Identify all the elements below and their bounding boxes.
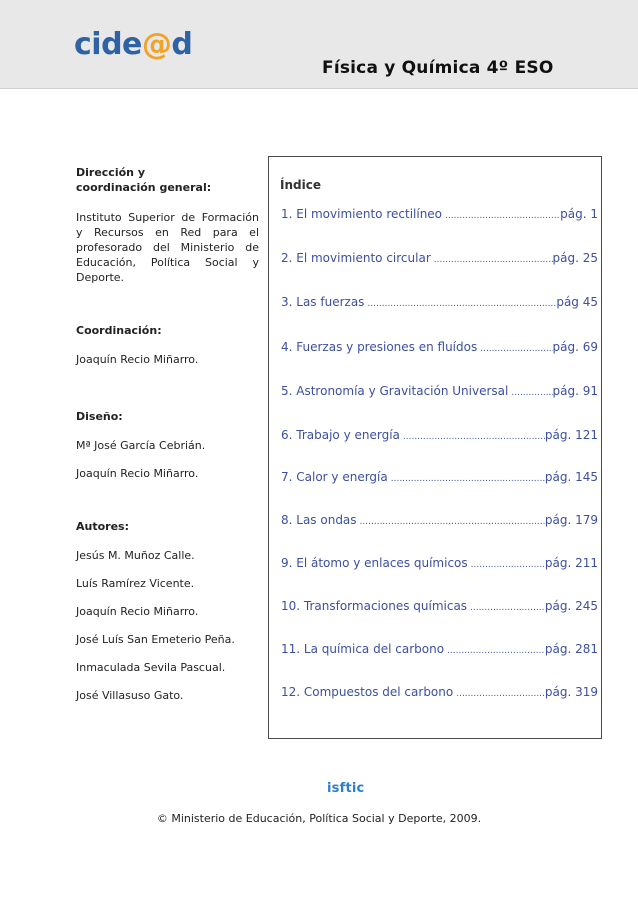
diseno-name: Mª José García Cebrián. bbox=[76, 439, 206, 452]
autor-name: Jesús M. Muñoz Calle. bbox=[76, 549, 195, 562]
toc-item[interactable]: 2. El movimiento circular ..... pág. 25 bbox=[281, 251, 598, 265]
toc-item[interactable]: 6. Trabajo y energía ..... pág. 121 bbox=[281, 428, 598, 442]
direccion-heading: Dirección y coordinación general: bbox=[76, 166, 212, 194]
toc-item[interactable]: 7. Calor y energía ..... pág. 145 bbox=[281, 470, 598, 484]
diseno-heading: Diseño: bbox=[76, 410, 123, 423]
toc-item[interactable]: 1. El movimiento rectilíneo ..... pág. 1 bbox=[281, 207, 598, 221]
toc-item[interactable]: 8. Las ondas ..... pág. 179 bbox=[281, 513, 598, 527]
autor-name: Inmaculada Sevila Pascual. bbox=[76, 661, 226, 674]
cidead-logo: cide@d bbox=[74, 27, 193, 62]
toc-item[interactable]: 10. Transformaciones químicas ..... pág. 245 bbox=[281, 599, 598, 613]
toc-item[interactable]: 11. La química del carbono ..... pág. 281 bbox=[281, 642, 598, 656]
toc-item[interactable]: 4. Fuerzas y presiones en fluídos ..... pág. 69 bbox=[281, 340, 598, 354]
toc-item[interactable]: 5. Astronomía y Gravitación Universal ..... pág. 91 bbox=[281, 384, 598, 398]
credits-column bbox=[76, 165, 259, 703]
at-logo-icon: @ bbox=[141, 27, 172, 62]
toc-item[interactable]: 9. El átomo y enlaces químicos ..... pág. 211 bbox=[281, 556, 598, 570]
autor-name: José Luís San Emeterio Peña. bbox=[76, 633, 235, 646]
coordinacion-heading: Coordinación: bbox=[76, 324, 162, 337]
direccion-text: Instituto Superior de Formación y Recursos en Red para el profesorado del Ministerio de Educación, Política Social y Deporte. bbox=[76, 211, 259, 284]
toc-title: Índice bbox=[280, 178, 321, 192]
page-header bbox=[0, 0, 638, 89]
toc-item[interactable]: 3. Las fuerzas ..... pág 45 bbox=[281, 295, 598, 309]
isftic-logo: isftic bbox=[327, 781, 365, 796]
toc-item[interactable]: 12. Compuestos del carbono ..... pág. 319 bbox=[281, 685, 598, 699]
diseno-name: Joaquín Recio Miñarro. bbox=[76, 467, 199, 480]
autor-name: Joaquín Recio Miñarro. bbox=[76, 605, 199, 618]
autor-name: Luís Ramírez Vicente. bbox=[76, 577, 195, 590]
coordinacion-name: Joaquín Recio Miñarro. bbox=[76, 353, 199, 366]
autores-heading: Autores: bbox=[76, 520, 129, 533]
autor-name: José Villasuso Gato. bbox=[76, 689, 184, 702]
copyright-footer: © Ministerio de Educación, Política Social y Deporte, 2009. bbox=[156, 812, 482, 825]
document-title: Física y Química 4º ESO bbox=[322, 58, 554, 78]
